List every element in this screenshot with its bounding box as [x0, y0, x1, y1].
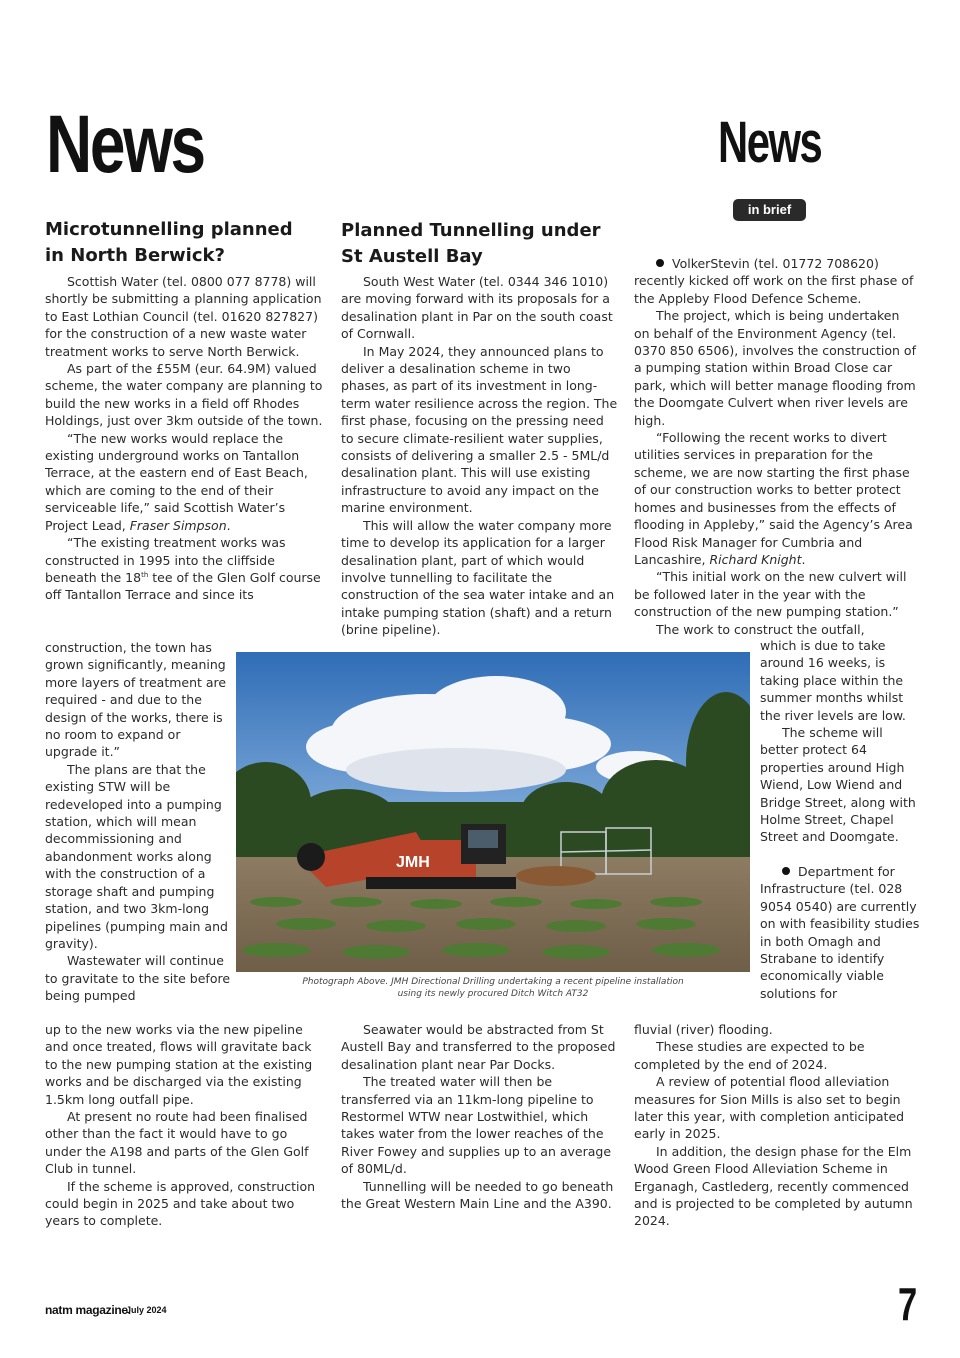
- article1-paragraph: up to the new works via the new pipeline and once treated, flows will gravitate back to the new pumping station at the existing works and be discharged via the existing 1.5km long outfall pipe.: [45, 1022, 313, 1107]
- article1-paragraph: As part of the £55M (eur. 64.9M) valued scheme, the water company are planning to build the new works in a field off Rhodes Holdings, just over 3km outside of the town.: [45, 361, 323, 429]
- article1-quote2-end: tee of the Glen Golf course off Tantallon Terrace and since its: [45, 569, 321, 603]
- photo-illustration: [236, 652, 750, 972]
- brief-body-mid: [760, 637, 920, 1002]
- article2-paragraph: Seawater would be abstracted from St Austell Bay and transferred to the proposed desalination plant near Par Docks.: [341, 1022, 616, 1072]
- article1-quote1: “The new works would replace the existing underground works on Tantallon Terrace, at the eastern end of East Beach, which are coming to the end of their serviceable life,” said Scottish Water’s Project Lead,: [45, 430, 308, 533]
- article1-body-bottom: [45, 1021, 325, 1230]
- brief1-paragraph: “This initial work on the new culvert will be followed later in the year with the construction of the new pumping station.”: [634, 569, 907, 620]
- brief1-paragraph: [634, 255, 918, 307]
- article1-body-mid: [45, 639, 231, 1005]
- brief2-body-bottom: [634, 1021, 918, 1230]
- brief1-paragraph: The work to construct the outfall,: [656, 621, 865, 637]
- article1-paragraph: construction, the town has grown significantly, meaning more layers of treatment are required - and due to the design of the works, there is no room to expand or upgrade it.”: [45, 640, 227, 760]
- brief2-paragraph: These studies are expected to be completed by the end of 2024.: [634, 1039, 865, 1072]
- article1-paragraph: Wastewater will continue to gravitate to the site before being pumped: [45, 953, 231, 1004]
- article1-paragraph: If the scheme is approved, construction could begin in 2025 and take about two years to complete.: [45, 1178, 316, 1229]
- article1-paragraph: At present no route had been finalised other than the fact it would have to go under the A198 and parts of the Glen Golf Club in tunnel.: [45, 1109, 309, 1177]
- brief1-quote: “Following the recent works to divert utilities services in preparation for the scheme, we are now starting the first phase of our construction works to better protect homes and businesses from the effects of flooding in Appleby,” said the Agency’s Area Flood Risk Manager for Cumbria and Lancashire,: [634, 430, 913, 567]
- article1-person-suffix: .: [226, 517, 231, 533]
- bullet-icon: [782, 867, 790, 875]
- masthead-news-in-brief: News: [718, 110, 822, 175]
- article1-person: Fraser Simpson: [129, 517, 227, 533]
- page-number: 7: [898, 1278, 918, 1330]
- spoil-heap: [516, 866, 596, 886]
- article1-headline-line2: in North Berwick?: [45, 245, 225, 266]
- article2-paragraph: The treated water will then be transferred via an 11km-long pipeline to Restormel WTW near Lostwithiel, which takes water from the lower reaches of the River Fowey and supplies up to an average of 80ML/d.: [341, 1074, 612, 1177]
- footer-magazine-name: natm magazine.: [45, 1303, 131, 1317]
- drilling-rig-photo: [236, 652, 750, 972]
- brief1-paragraph: which is due to take around 16 weeks, is taking place within the summer months whilst the river levels are low.: [760, 638, 906, 723]
- article2-headline: [341, 218, 601, 270]
- brief1-paragraph: The scheme will better protect 64 properties around High Wiend, Low Wiend and Bridge Street, along with Holme Street, Chapel Street and Doomgate.: [760, 725, 916, 845]
- article1-paragraph: Scottish Water (tel. 0800 077 8778) will shortly be submitting a planning application to East Lothian Council (tel. 01620 827827) for the construction of a new waste water treatment works to serve North Berwick.: [45, 274, 322, 359]
- article2-body-bottom: [341, 1021, 619, 1212]
- article1-headline: [45, 217, 293, 269]
- article2-paragraph: Tunnelling will be needed to go beneath the Great Western Main Line and the A390.: [341, 1178, 614, 1212]
- brief2-paragraph: A review of potential flood alleviation measures for Sion Mills is also set to begin later this year, with completion anticipated early in 2025.: [634, 1074, 905, 1142]
- article1-paragraph: The plans are that the existing STW will be redeveloped into a pumping station, which will mean decommissioning and abandonment works along with the construction of a storage shaft and pumping station, and two 3km-long pipelines (pumping main and gravity).: [45, 761, 228, 951]
- article1-paragraph: [45, 430, 325, 534]
- photo-caption: [236, 976, 750, 1000]
- brief1-paragraph: The project, which is being undertaken on behalf of the Environment Agency (tel. 0370 850 6506), involves the construction of a pumping station within Broad Close car park, which will better manage flooding from the Doomgate Culvert when river levels are high.: [634, 308, 916, 428]
- article1-quote2-start: “The existing treatment works was constructed in 1995 into the cliffside beneath the 18: [45, 535, 286, 585]
- in-brief-badge: in brief: [733, 199, 806, 221]
- article1-headline-line1: Microtunnelling planned: [45, 219, 293, 240]
- article2-paragraph: South West Water (tel. 0344 346 1010) are moving forward with its proposals for a desalination plant in Par on the south coast of Cornwall.: [341, 274, 613, 342]
- brief1-person: Richard Knight: [709, 551, 802, 567]
- masthead-news: News: [46, 99, 204, 190]
- article2-body-top: [341, 273, 619, 639]
- article2-headline-line1: Planned Tunnelling under: [341, 220, 601, 241]
- article2-paragraph: This will allow the water company more time to develop its application for a larger desalination plant, part of which would involve tunnelling to facilitate the construction of the sea water intake and an intake pumping station (shaft) and a return (brine pipeline).: [341, 517, 615, 638]
- caption-line1: Photograph Above. JMH Directional Drilling undertaking a recent pipeline installation: [302, 977, 684, 987]
- caption-line2: using its newly procured Ditch Witch AT32: [397, 989, 589, 999]
- article1-paragraph: [45, 534, 325, 604]
- brief2-paragraph: In addition, the design phase for the Elm Wood Green Flood Alleviation Scheme in Erganagh, Castlederg, recently commenced and is projected to be completed by autumn 2024.: [634, 1143, 913, 1229]
- rig-logo-text: JMH: [396, 854, 430, 871]
- article1-body-top: [45, 273, 325, 604]
- brief1-body-top: [634, 255, 918, 638]
- footer-date: July 2024: [126, 1305, 167, 1315]
- article2-paragraph: In May 2024, they announced plans to deliver a desalination scheme in two phases, as part of its investment in long-term water resilience across the region. The first phase, focusing on the pressing need to secure climate-resilient water supplies, consists of delivering a smaller 2.5 - 5ML/d desalination plant. This will use existing infrastructure to avoid any impact on the marine environment.: [341, 343, 618, 516]
- bullet-icon: [656, 259, 664, 267]
- brief2-paragraph: [760, 863, 920, 1002]
- brief1-paragraph: [634, 429, 918, 568]
- brief2-paragraph: fluvial (river) flooding.: [634, 1022, 773, 1037]
- article1-quote2-sup: th: [141, 570, 149, 579]
- article2-headline-line2: St Austell Bay: [341, 246, 483, 267]
- brief1-lead: VolkerStevin (tel. 01772 708620) recently kicked off work on the first phase of the Appleby Flood Defence Scheme.: [634, 256, 914, 306]
- brief2-lead: Department for Infrastructure (tel. 028 9054 0540) are currently on with feasibility studies in both Omagh and Strabane to identify economically viable solutions for: [760, 863, 920, 1001]
- brief1-person-suffix: .: [801, 551, 806, 567]
